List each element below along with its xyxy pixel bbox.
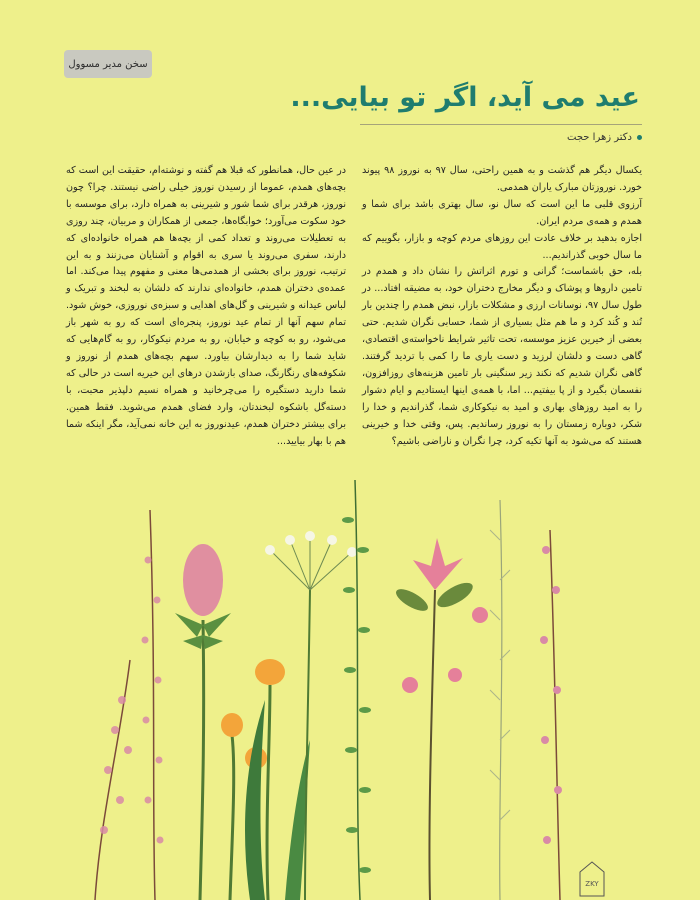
bullet-icon (637, 135, 642, 140)
title-divider (360, 124, 642, 125)
paragraph: در عین حال، همانطور که قبلا هم گفته و نوشته‌ام، حقیقت این است که بچه‌های همدم، عموما از رسیدن نوروز خیلی راضی نیستند. چرا؟ چون نوروز، هرقدر برای شما شور و شیرینی به همراه دارد، برای موسسه با خود سکوت می‌آورد؛ خوابگاه‌ها، جمعی از همکاران و مربیان، چند روزی به تعطیلات می‌روند و تعداد کمی از بچه‌ها هم همراه خانواده‌ای که دارند، سفری می‌روند یا سری به اقوام و آشنایان می‌زنند و به این ترتیب، نوروز برای بخشی از همدمی‌ها معنی و مفهوم پیدا می‌کند. اما عمده‌ی دختران همدم، خانواده‌ای ندارند که دلشان به لبخند و تبریک و لباس عیدانه و شیرینی و گل‌های اهدایی و سبزه‌ی نوروزی، خوش شود. تمام سهم آنها از تمام عید نوروز، پنجره‌ای است که رو به شهر باز می‌شود، رو به کوچه و خیابان، رو به مردم نیکوکار، رو به گام‌هایی که شاید شما را به دیدارشان بیاورد. سهم بچه‌های همدم از نوروز و شکوفه‌های رنگارنگ، صدای بازشدن درهای این خیریه است در حالی که شما دارید دستگیره را می‌چرخانید و همراه نسیم دلپذیر محبت، با دسته‌گل باشکوه لبخندتان، وارد فضای همدم می‌شوید. فقط همین. برای بیشتر دختران همدم، عیدنوروز به این خانه نمی‌آید، مگر اینکه شما هم با بهار بیایید... (66, 165, 346, 447)
page-title: عید می آید، اگر تو بیایی... (290, 82, 640, 113)
paragraph: آرزوی قلبی ما این است که سال نو، سال بهتری باشد برای شما و همدم و همه‌ی مردم ایران. (362, 198, 642, 227)
paragraph: یکسال دیگر هم گذشت و به همین راحتی، سال ۹۷ به نوروز ۹۸ پیوند خورد. نوروزتان مبارک یاران همدمی. (362, 165, 642, 193)
artist-signature: ZKY (585, 880, 599, 888)
article-column-left (66, 163, 346, 450)
paragraph: بله، حق باشماست؛ گرانی و تورم اثراتش را نشان داد و همدم در تامین داروها و پوشاک و دیگر مخارج دختران خود، به مضیقه افتاد... در طول سال ۹۷، نوسانات ارزی و مشکلات بازار، نبض همدم را چندین بار تُند و کُند کرد و ما هم مثل بسیاری از شما، حسابی نگران شدیم. حتی بعضی از خیرین عزیز موسسه، تحت تاثیر شرایط ناخواسته‌ی اقتصادی، گاهی دست و دلشان لرزید و دست یاری ما را کمی با تردید گرفتند. گاهی نگران شدیم که نکند زیر سنگینی بار تامین هزینه‌های روزافزون، نفسمان بگیرد و از پا بیفتیم... اما، با همه‌ی اینها ایستادیم و ایام دشوار را به امید روزهای بهاری و امید به نیکوکاری شما، گذراندیم و خدا را شکر، دوباره زمستان را به نوروز رساندیم. پس، وقتی خدا و خیرینی هستند که می‌شود به آنها تکیه کرد، چرا نگران و ناراضی باشیم؟ (362, 266, 643, 447)
wildflowers-illustration (60, 440, 620, 900)
article-column-right (362, 163, 642, 450)
author-byline (567, 132, 642, 143)
author-name: دکتر زهرا حجت (567, 132, 632, 143)
paragraph: اجازه بدهید بر خلاف عادت این روزهای مردم کوچه و بازار، بگوییم که ما سال خوبی گذراندیم... (362, 232, 642, 261)
section-label: سخن مدیر مسوول (64, 50, 152, 78)
